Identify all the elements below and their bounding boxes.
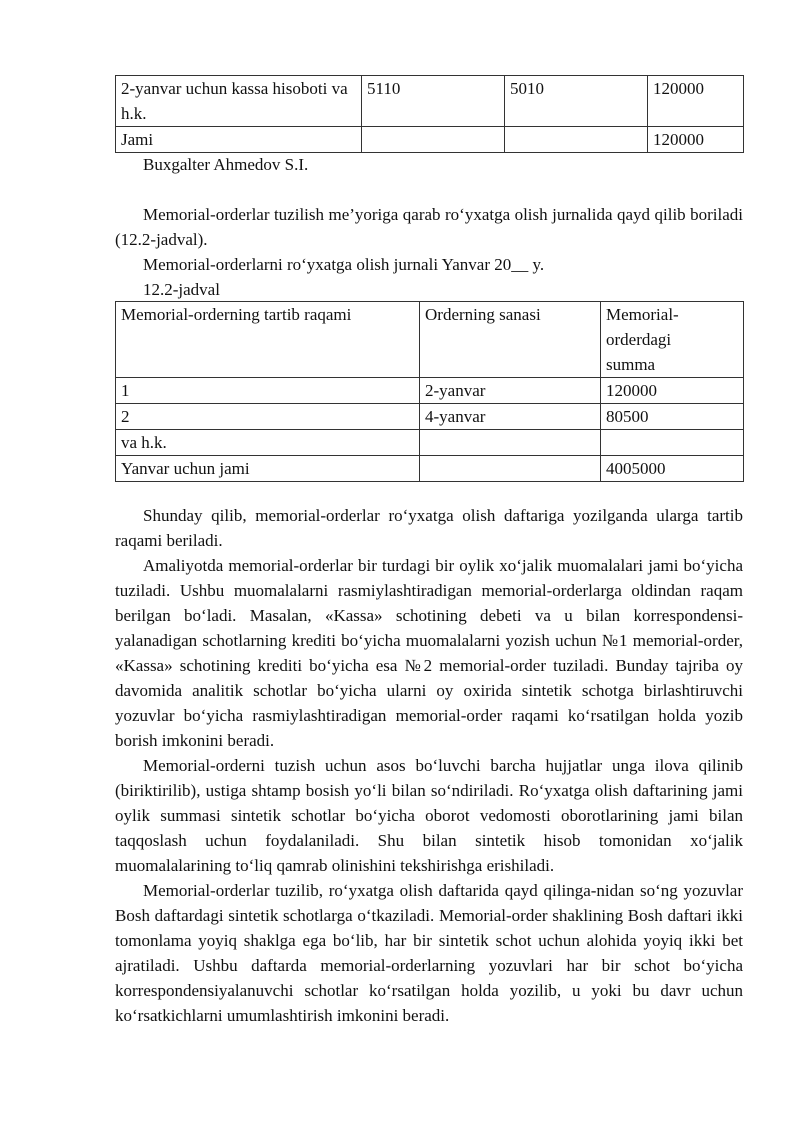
column-header: Orderning sanasi: [420, 302, 601, 378]
body-paragraph: Shunday qilib, memorial-orderlar ro‘yxatga olish daftariga yozilganda ularga tartib raqami beriladi.: [115, 506, 743, 550]
table-row: [116, 456, 744, 482]
table-cell: 2-yanvar: [420, 378, 601, 404]
table-cell: 5110: [362, 76, 505, 127]
table-cell: [601, 430, 744, 456]
intro-paragraph: Memorial-orderlar tuzilish me’yoriga qarab ro‘yxatga olish jurnalida qayd qilib boriladi (12.2-jadval).: [115, 205, 743, 249]
table-cell: 80500: [601, 404, 744, 430]
table-cell: 4005000: [601, 456, 744, 482]
table-cell: Yanvar uchun jami: [116, 456, 420, 482]
table-header-row: [116, 302, 744, 378]
table-cell: 2: [116, 404, 420, 430]
table-row: [116, 378, 744, 404]
table-cell: [362, 127, 505, 153]
body-paragraph: Memorial-orderni tuzish uchun asos bo‘luvchi barcha hujjatlar unga ilova qilinib (biriktirilib), ustiga shtamp bosish yo‘li bilan so‘ndiriladi. Ro‘yxatga olish daftarining jami oylik summasi sintetik schotlar bo‘yicha oborot vedomosti oborotlarining jami bilan taqqoslash uchun foydalaniladi. Shu bilan sintetik hisob tomonidan xo‘jalik muomalalarining to‘liq qamrab olinishini tekshirishga erishiladi.: [115, 756, 743, 875]
table-cell: 4-yanvar: [420, 404, 601, 430]
signature-line: Buxgalter Ahmedov S.I.: [143, 155, 309, 174]
table-cell: Jami: [116, 127, 362, 153]
table-cell: [420, 430, 601, 456]
body-paragraph: Memorial-orderlar tuzilib, ro‘yxatga olish daftarida qayd qilinga-nidan so‘ng yozuvlar Bosh daftardagi sintetik schotlarga o‘tkaziladi. Memorial-order shaklining Bosh daftari ikki tomonlama yoyiq shaklga ega bo‘lib, har bir sintetik schot uchun alohida yoyiq ikki bet ajratiladi. Ushbu daftarda memorial-orderlarning yozuvlari har bir schot bo‘yicha korrespondensiyalanuvchi schotlar ko‘rsatilgan holda yozilib, u yoki bu davr uchun ko‘rsatkichlarni umumlashtirish imkonini beradi.: [115, 881, 743, 1025]
table-row: [116, 127, 744, 153]
table-row: [116, 430, 744, 456]
table-cell: [420, 456, 601, 482]
table-cell: va h.k.: [116, 430, 420, 456]
journal-table: [115, 301, 744, 482]
table-row: [116, 404, 744, 430]
table-cell: 120000: [648, 76, 744, 127]
table-cell: [505, 127, 648, 153]
journal-title: Memorial-orderlarni ro‘yxatga olish jurnali Yanvar 20__ y.: [143, 255, 545, 274]
ledger-table: [115, 75, 744, 153]
table-cell: 1: [116, 378, 420, 404]
table-row: [116, 76, 744, 127]
table-cell: 120000: [601, 378, 744, 404]
body-paragraph: Amaliyotda memorial-orderlar bir turdagi bir oylik xo‘jalik muomalalari jami bo‘yicha tuziladi. Ushbu muomalalarni rasmiylashtiradigan memorial-orderlarga oldindan raqam berilgan bo‘ladi. Masalan, «Kassa» schotining debeti va u bilan korrespondensi-yalanadigan schotlarning krediti bo‘yicha muomalalarni yozish uchun №1 memorial-order, «Kassa» schotining krediti bo‘yicha esa №2 memorial-order tuziladi. Bunday tajriba oy davomida analitik schotlar bo‘yicha ularni oy oxirida sintetik schotga birlashtiruvchi yozuvlar bo‘yicha rasmiylashtiradigan memorial-order raqami ko‘rsatilgan holda yozib borish imkonini beradi.: [115, 556, 743, 750]
table-cell: 5010: [505, 76, 648, 127]
table-label: 12.2-jadval: [143, 280, 220, 299]
table-cell: 2-yanvar uchun kassa hisoboti va h.k.: [116, 76, 362, 127]
column-header: Memorial-orderdagi summa: [601, 302, 744, 378]
table-cell: 120000: [648, 127, 744, 153]
column-header: Memorial-orderning tartib raqami: [116, 302, 420, 378]
